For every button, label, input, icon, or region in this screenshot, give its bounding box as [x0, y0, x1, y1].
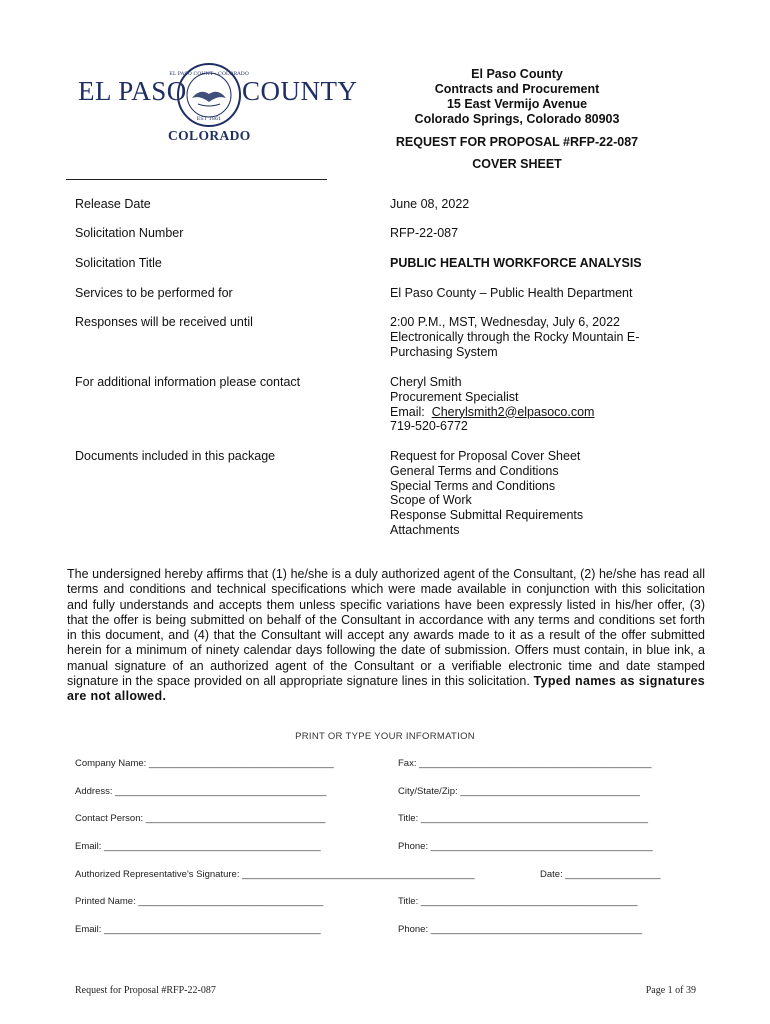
phone-field-2[interactable]: Phone: ________________________________________	[398, 924, 643, 935]
city-state-zip-field[interactable]: City/State/Zip: __________________________________	[398, 786, 640, 797]
county-seal-icon	[169, 62, 249, 128]
responses-value	[390, 315, 710, 359]
footer-page-number: Page 1 of 39	[645, 985, 696, 996]
address-field[interactable]: Address: ________________________________________	[75, 786, 327, 797]
affirmation-paragraph	[67, 567, 705, 705]
affirmation-bold-text: Typed names as signatures are not allowed.	[67, 674, 705, 704]
logo-word-colorado: COLORADO	[168, 128, 251, 143]
logo-word-county: COUNTY	[242, 76, 358, 106]
document-item: Scope of Work	[390, 493, 472, 508]
solicitation-title-value: PUBLIC HEALTH WORKFORCE ANALYSIS	[390, 256, 642, 270]
title-field-2[interactable]: Title: _________________________________________	[398, 896, 638, 907]
services-value: El Paso County – Public Health Department	[390, 286, 633, 300]
phone-field[interactable]: Phone: __________________________________________	[398, 841, 653, 852]
responses-method: Electronically through the Rocky Mountain E-	[390, 329, 640, 344]
document-item: Special Terms and Conditions	[390, 478, 556, 493]
contact-email-prefix: Email:	[390, 404, 432, 419]
document-item: Attachments	[390, 522, 460, 537]
company-name-field[interactable]: Company Name: ___________________________________	[75, 758, 334, 769]
form-heading: PRINT OR TYPE YOUR INFORMATION	[295, 731, 475, 742]
footer-document-id: Request for Proposal #RFP-22-087	[75, 985, 216, 996]
header-divider	[66, 179, 327, 180]
seal-year: EST 1861	[196, 116, 222, 122]
printed-name-field[interactable]: Printed Name: ___________________________________	[75, 896, 324, 907]
contact-value	[390, 375, 710, 434]
fax-field[interactable]: Fax: ____________________________________________	[398, 758, 652, 769]
solicitation-number-value: RFP-22-087	[390, 226, 459, 240]
responses-deadline: 2:00 P.M., MST, Wednesday, July 6, 2022	[390, 315, 620, 329]
contact-email-line	[390, 405, 710, 420]
header-city: Colorado Springs, Colorado 80903	[414, 112, 620, 126]
document-item: General Terms and Conditions	[390, 463, 559, 478]
contact-person-field[interactable]: Contact Person: __________________________________	[75, 813, 326, 824]
email-field[interactable]: Email: _________________________________________	[75, 841, 321, 852]
solicitation-title-label: Solicitation Title	[75, 256, 162, 270]
county-logo	[78, 62, 358, 146]
seal-text: EL PASO COUNT · COLORADO	[169, 71, 249, 77]
solicitation-number-label: Solicitation Number	[75, 226, 184, 240]
documents-list	[390, 449, 710, 538]
contact-label: For additional information please contact	[75, 375, 301, 389]
document-item: Response Submittal Requirements	[390, 508, 584, 523]
header-cover-sheet: COVER SHEET	[472, 157, 562, 171]
authorized-signature-field[interactable]: Authorized Representative's Signature: ____________________________________________	[75, 869, 475, 880]
affirmation-text: The undersigned hereby affirms that (1) he/she is a duly authorized agent of the Consultant, (2) he/she has read all terms and conditions and technical specifications which were made available in conjunction with this solicitation and fully understands and accepts them unless specific variations have been expressly listed in his/her offer, (3) that the offer is being submitted on behalf of the Consultant in accordance with any terms and conditions set forth in this document, and (4) that the Consultant will accept any awards made to it as a result of the offer submitted herein for a minimum of ninety calendar days following the date of submission. Offers must contain, in blue ink, a manual signature of an authorized agent of the Consultant or a verifiable electronic time and date stamped signature in the space provided on all appropriate signature lines in this solicitation.	[67, 567, 705, 689]
document-item: Request for Proposal Cover Sheet	[390, 449, 581, 463]
release-date-value: June 08, 2022	[390, 197, 470, 211]
title-field[interactable]: Title: ___________________________________________	[398, 813, 649, 824]
contact-name: Cheryl Smith	[390, 375, 462, 389]
email-field-2[interactable]: Email: _________________________________________	[75, 924, 321, 935]
contact-phone: 719-520-6772	[390, 419, 468, 434]
documents-label: Documents included in this package	[75, 449, 276, 463]
header-dept: Contracts and Procurement	[434, 82, 600, 96]
responses-system: Purchasing System	[390, 344, 498, 359]
header-org: El Paso County	[471, 67, 563, 81]
logo-word-el-paso: EL PASO	[78, 76, 187, 106]
contact-title: Procurement Specialist	[390, 389, 519, 404]
services-label: Services to be performed for	[75, 286, 233, 300]
header-rfp-title: REQUEST FOR PROPOSAL #RFP-22-087	[395, 135, 639, 149]
release-date-label: Release Date	[75, 197, 151, 211]
responses-label: Responses will be received until	[75, 315, 253, 329]
date-field[interactable]: Date: __________________	[540, 869, 661, 880]
contact-email-link[interactable]: Cherylsmith2@elpasoco.com	[431, 404, 595, 419]
header-street: 15 East Vermijo Avenue	[446, 97, 588, 111]
